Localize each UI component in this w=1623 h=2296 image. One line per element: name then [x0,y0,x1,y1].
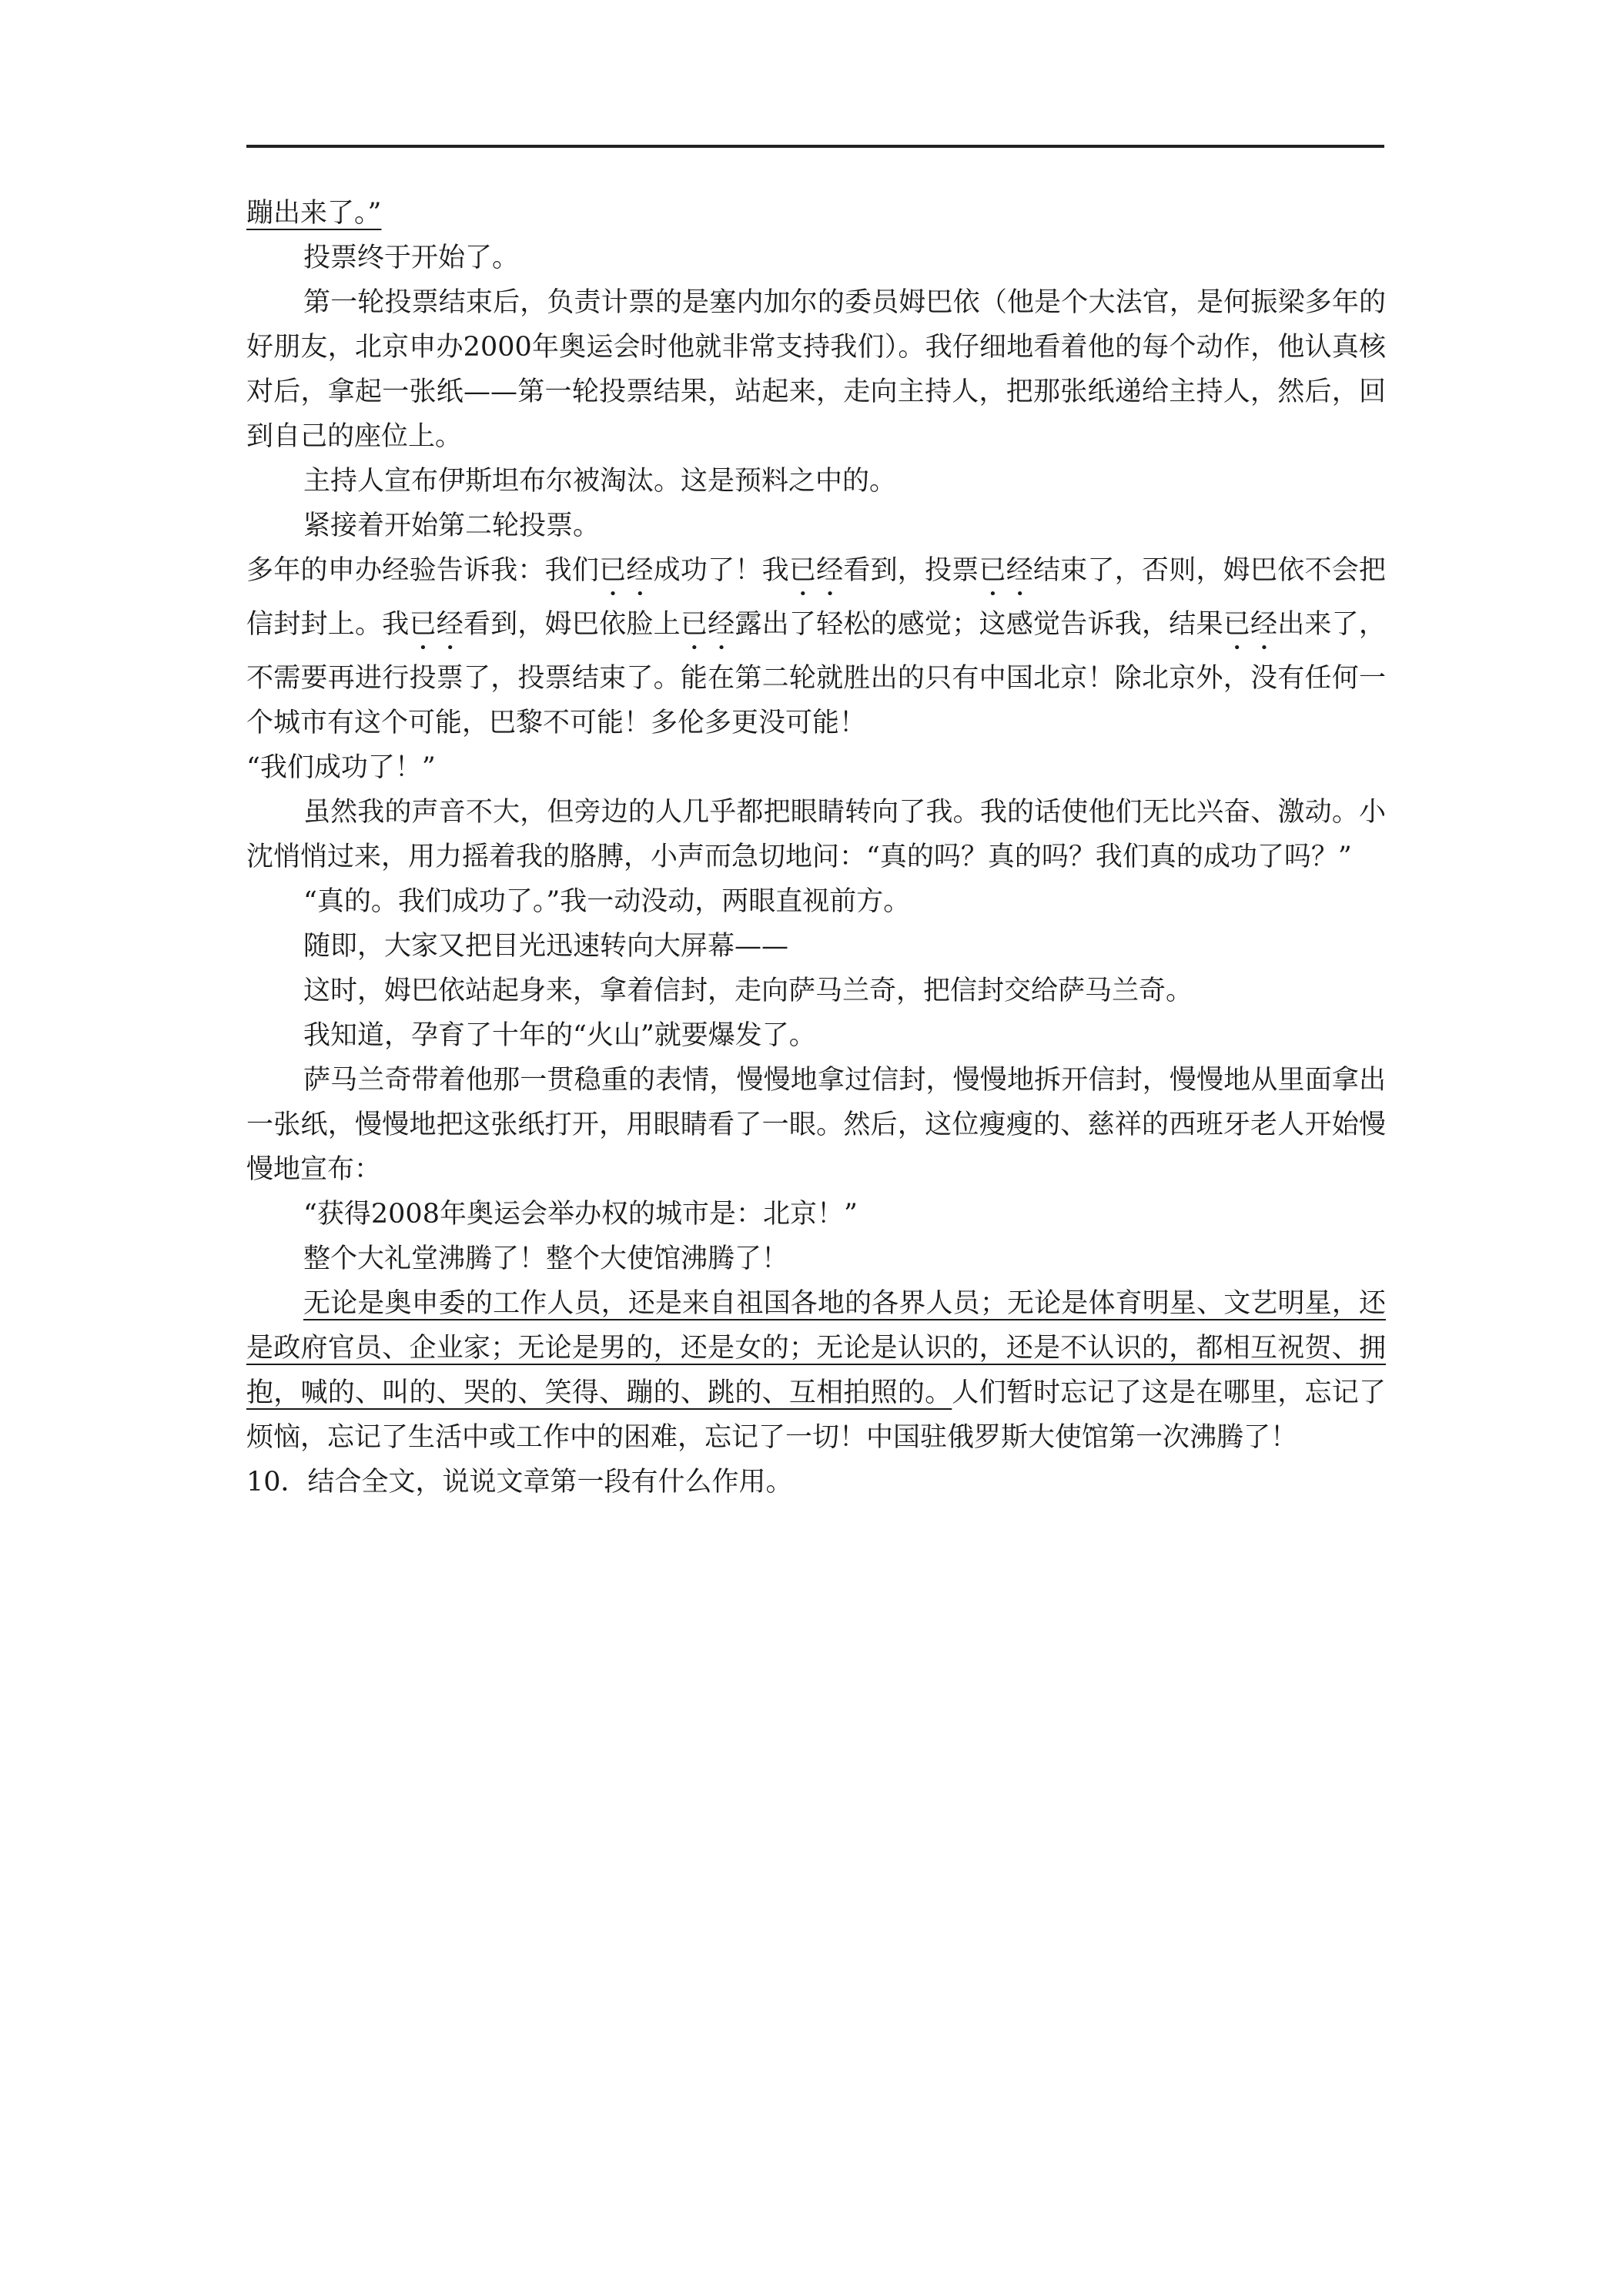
emphasized-word: 已经 [680,609,735,640]
emphasized-word: 已经 [409,609,463,640]
paragraph-boiling: 整个大礼堂沸腾了！整个大使馆沸腾了！ [303,1243,789,1274]
emphasized-word: 已经 [979,555,1034,586]
paragraph-screen: 随即，大家又把目光迅速转向大屏幕—— [303,931,789,962]
text-segment: 多年的申办经验告诉我：我们 [246,555,600,586]
underlined-passage: 无论是奥申委的工作人员，还是来自祖国各地的各界人员；无论是体育明星、文艺明星，还是政府官员、企业家；无论是男的，还是女的；无论是认识的，还是不认识的，都相互祝贺、拥抱，喊的、叫的、哭的、笑得、蹦的、跳的、互相拍照的。 [246,1288,1386,1408]
paragraph-reply: “真的。我们成功了。”我一动没动，两眼直视前方。 [303,886,911,917]
paragraph-envelope: 这时，姆巴依站起身来，拿着信封，走向萨马兰奇，把信封交给萨马兰奇。 [303,976,1193,1006]
text-segment: 出来了，不需要再进行投票了，投票结束了。能在第二轮就胜出的只有中国北京！除北京外，没有任何一个城市有这个可能，巴黎不可能！多伦多更没可能！ [246,609,1386,738]
article-body [246,191,1386,1504]
paragraph-istanbul-out: 主持人宣布伊斯坦布尔被淘汰。这是预料之中的。 [303,466,897,497]
text-segment: 成功了！我 [653,555,789,586]
paragraph-experience [246,548,1386,745]
text-segment: 看到，投票 [843,555,979,586]
header-rule [246,145,1384,148]
paragraph-first-round: 第一轮投票结束后，负责计票的是塞内加尔的委员姆巴依（他是个大法官，是何振梁多年的好朋友，北京申办2000年奥运会时他就非常支持我们）。我仔细地看着他的每个动作，他认真核对后，拿起一张纸——第一轮投票结果，站起来，走向主持人，把那张纸递给主持人，然后，回到自己的座位上。 [246,287,1386,452]
emphasized-word: 已经 [788,555,844,586]
paragraph-vote-start: 投票终于开始了。 [303,243,520,273]
text-segment: 结束了，否则，姆巴依不会把信封封上。我 [246,555,1386,640]
paragraph-announcement: “获得2008年奥运会举办权的城市是：北京！” [303,1199,858,1230]
text-segment: 看到，姆巴依脸上 [463,609,681,640]
text-segment: 人们暂时忘记了这是在哪里，忘记了烦恼，忘记了生活中或工作中的困难，忘记了一切！中国驻俄罗斯大使馆第一次沸腾了！ [246,1377,1386,1453]
question-10: 10．结合全文，说说文章第一段有什么作用。 [246,1467,793,1498]
paragraph-we-succeeded: “我们成功了！” [246,752,436,783]
paragraph-samaranch: 萨马兰奇带着他那一贯稳重的表情，慢慢地拿过信封，慢慢地拆开信封，慢慢地从里面拿出一张纸，慢慢地把这张纸打开，用眼睛看了一眼。然后，这位瘦瘦的、慈祥的西班牙老人开始慢慢地宣布： [246,1065,1386,1185]
paragraph-excitement: 虽然我的声音不大，但旁边的人几乎都把眼睛转向了我。我的话使他们无比兴奋、激动。小沈悄悄过来，用力摇着我的胳膊，小声而急切地问：“真的吗？真的吗？我们真的成功了吗？” [246,797,1386,872]
text-segment: 露出了轻松的感觉；这感觉告诉我，结果 [735,609,1223,640]
continuation-line: 蹦出来了。” [246,198,382,229]
paragraph-second-round: 紧接着开始第二轮投票。 [303,510,601,541]
emphasized-word: 已经 [599,555,654,586]
paragraph-celebration [246,1281,1386,1460]
emphasized-word: 已经 [1223,609,1278,640]
paragraph-volcano: 我知道，孕育了十年的“火山”就要爆发了。 [303,1020,816,1051]
